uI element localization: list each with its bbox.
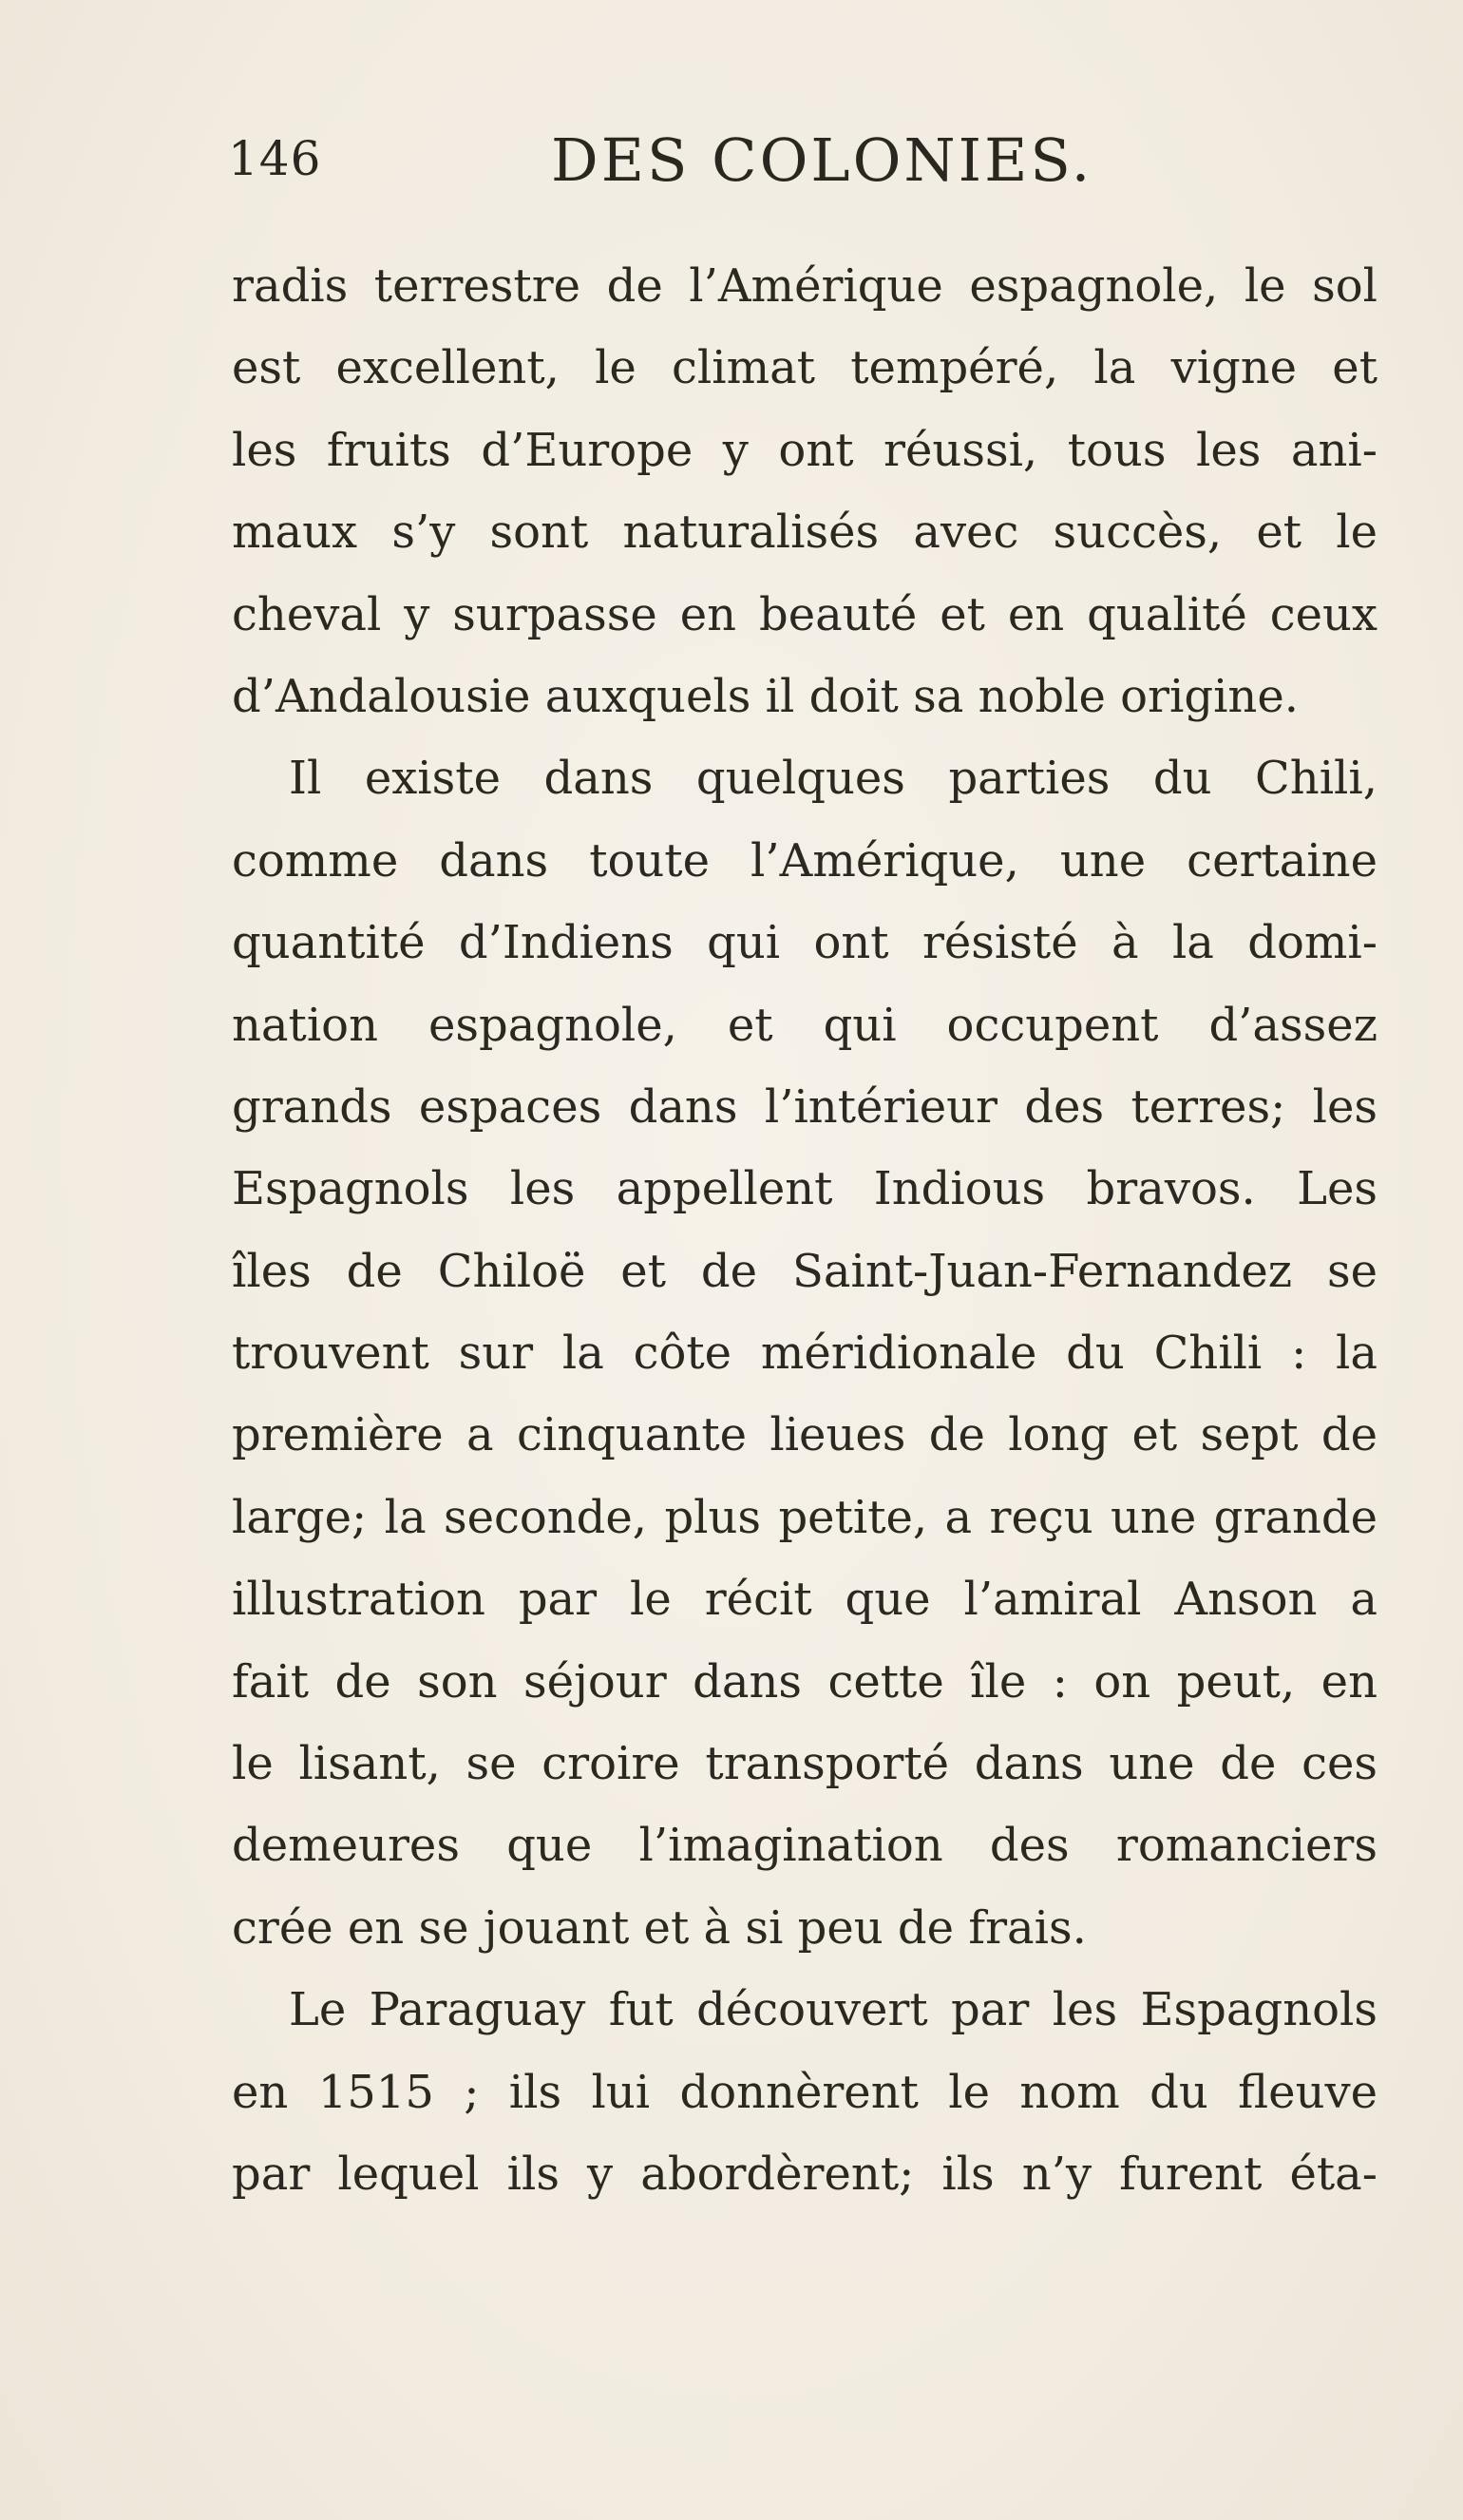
text-line: Le Paraguay fut découvert par les Espagnols [289,1983,1378,2037]
text-line: quantité d’Indiens qui ont résisté à la domi- [232,916,1378,970]
text-line: Il existe dans quelques parties du Chili, [289,752,1378,806]
text-line: grands espaces dans l’intérieur des terres; les [232,1079,1378,1134]
page-number: 146 [228,131,322,186]
text-line: trouvent sur la côte méridionale du Chili : la [232,1327,1378,1381]
text-line: comme dans toute l’Amérique, une certaine [232,833,1378,888]
text-line: radis terrestre de l’Amérique espagnole, le sol [232,259,1378,313]
text-line: le lisant, se croire transporté dans une de ces [232,1737,1378,1791]
text-line: crée en se jouant et à si peu de frais. [232,1900,1087,1955]
text-line: cheval y surpasse en beauté et en qualité ceux [232,587,1378,641]
text-line: Espagnols les appellent Indious bravos. Les [232,1162,1378,1216]
text-line: d’Andalousie auxquels il doit sa noble origine. [232,669,1300,723]
text-line: îles de Chiloë et de Saint-Juan-Fernandez se [232,1244,1378,1298]
text-line: est excellent, le climat tempéré, la vigne et [232,341,1378,395]
body-text [232,245,1378,2215]
text-line: maux s’y sont naturalisés avec succès, et le [232,506,1378,560]
text-line: les fruits d’Europe y ont réussi, tous les ani- [232,423,1378,477]
text-line: en 1515 ; ils lui donnèrent le nom du fleuve [232,2065,1378,2119]
text-line: large; la seconde, plus petite, a reçu une grande [232,1490,1378,1544]
page-header [228,122,1378,198]
text-line: fait de son séjour dans cette île : on peut, en [232,1654,1378,1709]
text-line: illustration par le récit que l’amiral Anson a [232,1573,1378,1627]
text-line: première a cinquante lieues de long et sept de [232,1408,1378,1462]
running-title: DES COLONIES. [551,125,1093,195]
text-line: demeures que l’imagination des romanciers [232,1819,1378,1873]
text-line: nation espagnole, et qui occupent d’assez [232,998,1378,1052]
text-line: par lequel ils y abordèrent; ils n’y furent éta- [232,2147,1378,2201]
